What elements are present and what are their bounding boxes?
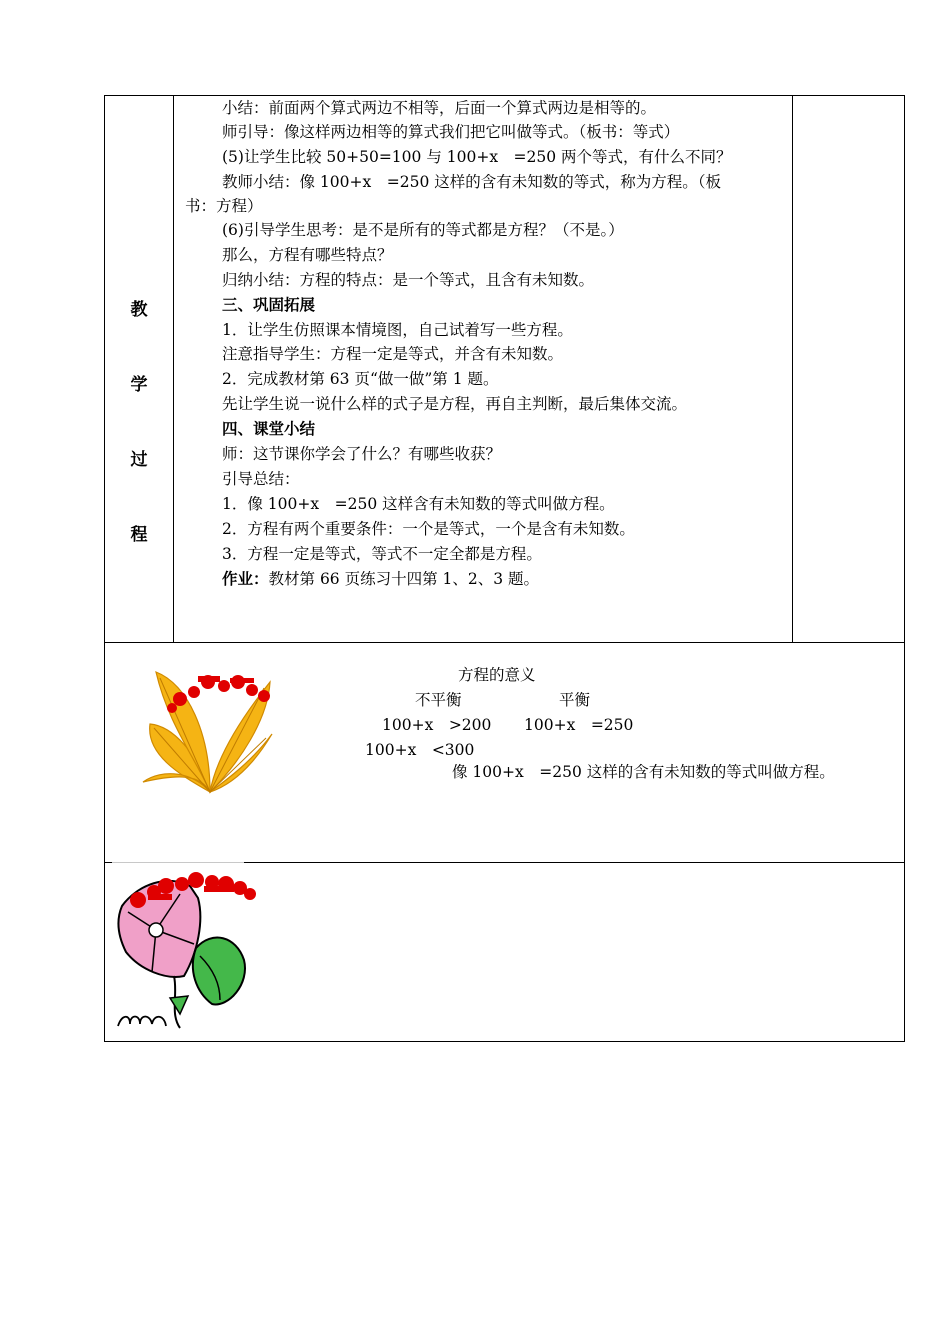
table-right-border: [904, 95, 905, 1042]
process-line: 2．方程有两个重要条件：一个是等式，一个是含有未知数。: [222, 520, 635, 538]
process-line: 2．完成教材第 63 页“做一做”第 1 题。: [222, 370, 499, 388]
table-left-border: [104, 95, 105, 1042]
yellow-leaf-icon: [138, 664, 276, 796]
table-top-border: [104, 95, 905, 96]
process-line: 师引导：像这样两边相等的算式我们把它叫做等式。（板书：等式）: [222, 123, 680, 141]
vertical-header-char: 学: [130, 375, 148, 395]
row-divider-1: [104, 642, 905, 643]
process-line: 师：这节课你学会了什么？有哪些收获？: [222, 445, 502, 463]
section-heading: 四、课堂小结: [222, 420, 316, 438]
homework-line: [222, 569, 539, 589]
process-line: (6)引导学生思考：是不是所有的等式都是方程？（不是。）: [222, 221, 624, 239]
vertical-header-char: 过: [130, 450, 148, 470]
process-line: 1．让学生仿照课本情境图，自己试着写一些方程。: [222, 321, 573, 339]
vertical-header-char: 教: [130, 300, 148, 320]
vertical-header-char: 程: [130, 525, 148, 545]
notes-column-divider: [792, 95, 793, 643]
board-expression: 100+x >200: [382, 716, 492, 734]
process-line: 注意指导学生：方程一定是等式，并含有未知数。: [222, 345, 564, 363]
section-heading: 三、巩固拓展: [222, 296, 316, 314]
process-line: (5)让学生比较 50+50=100 与 100+x =250 两个等式，有什么不同？: [222, 148, 732, 166]
homework-text: 教材第 66 页练习十四第 1、2、3 题。: [268, 570, 540, 588]
board-unbalanced: 不平衡: [415, 691, 462, 709]
header-column-divider: [173, 95, 174, 643]
process-line: 书：方程）: [185, 197, 263, 215]
board-title: 方程的意义: [458, 666, 536, 684]
process-line: 小结：前面两个算式两边不相等，后面一个算式两边是相等的。: [222, 99, 657, 117]
board-balanced: 平衡: [559, 691, 591, 709]
process-line: 引导总结：: [222, 470, 300, 488]
process-line: 归纳小结：方程的特点：是一个等式，且含有未知数。: [222, 271, 595, 289]
process-line: 3．方程一定是等式，等式不一定全都是方程。: [222, 545, 542, 563]
board-conclusion: 像 100+x =250 这样的含有未知数的等式叫做方程。: [452, 763, 835, 781]
process-line: 先让学生说一说什么样的式子是方程，再自主判断，最后集体交流。: [222, 395, 688, 413]
process-line: 1．像 100+x =250 这样含有未知数的等式叫做方程。: [222, 495, 615, 513]
morning-glory-icon: [108, 864, 260, 1036]
board-expression: 100+x =250: [524, 716, 634, 734]
process-line: 那么，方程有哪些特点？: [222, 246, 393, 264]
homework-label: 作业：: [222, 570, 269, 588]
process-line: 教师小结：像 100+x =250 这样的含有未知数的等式，称为方程。（板: [222, 173, 721, 191]
table-bottom-border: [104, 1041, 905, 1042]
icon-top-line: [112, 862, 244, 863]
board-expression: 100+x <300: [365, 741, 475, 759]
